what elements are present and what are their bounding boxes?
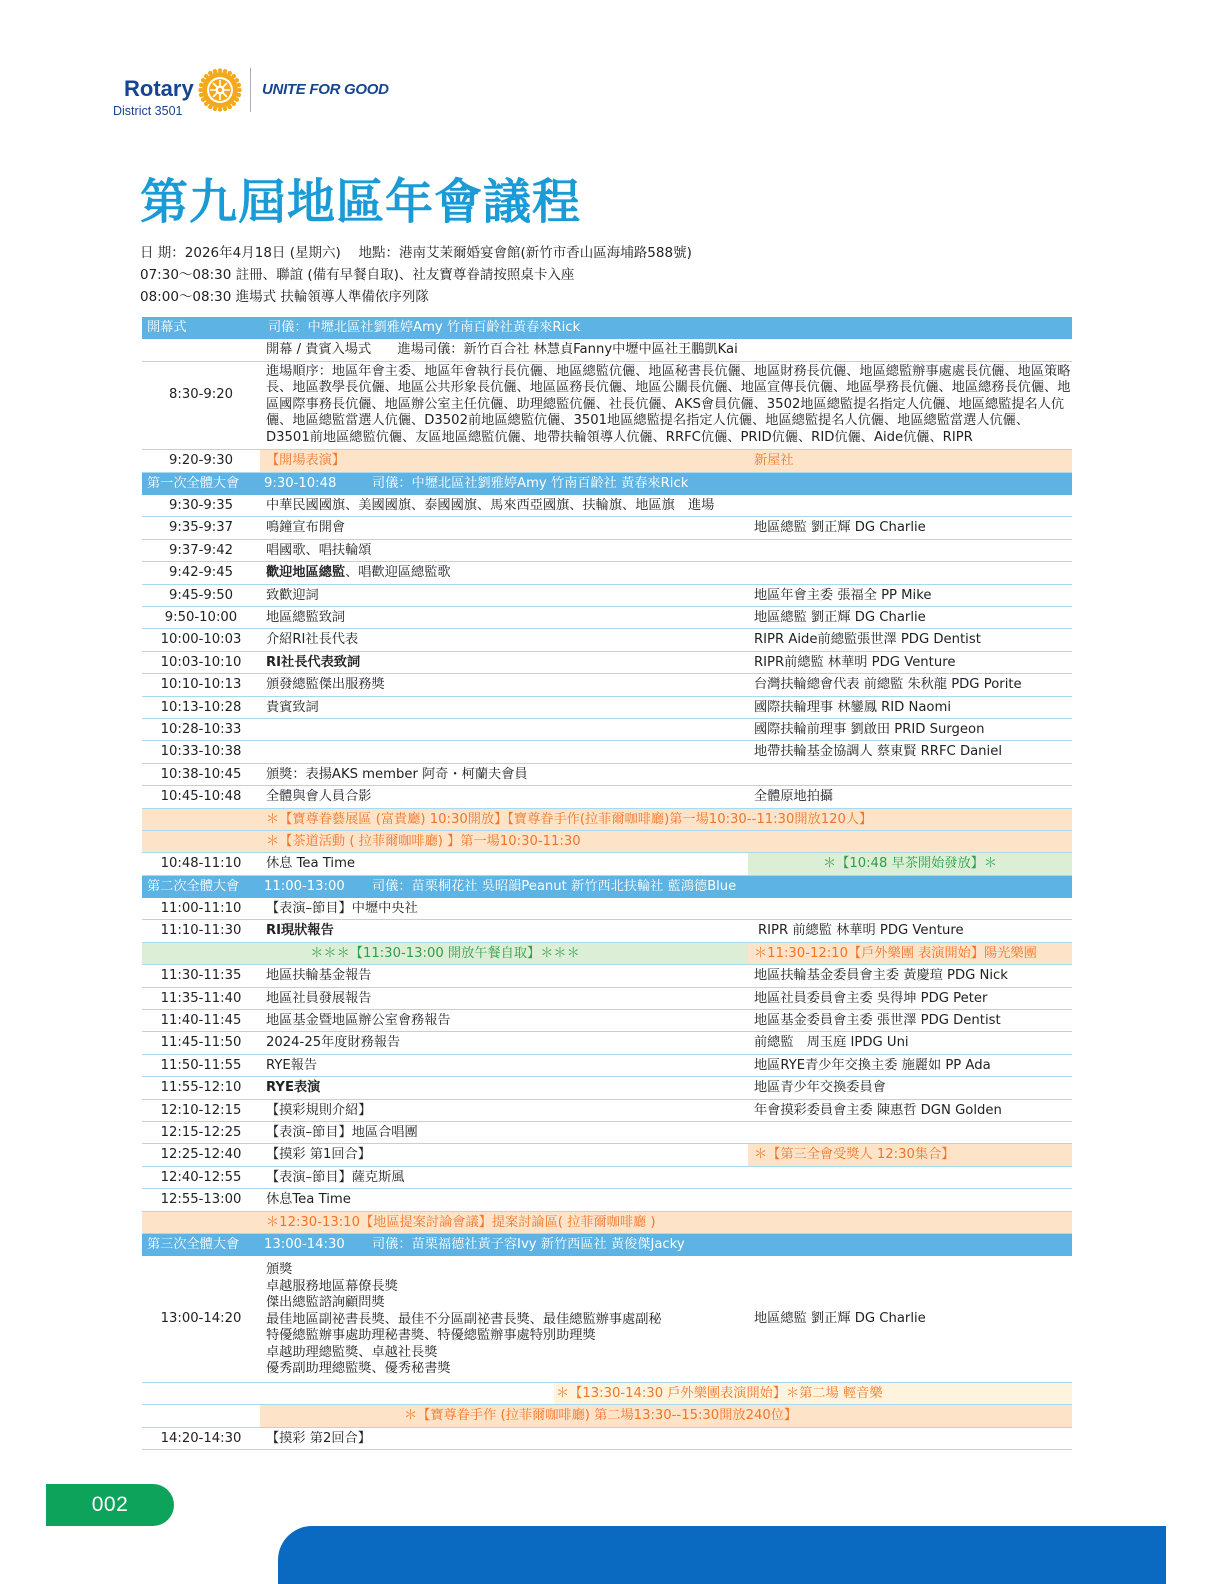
section-header-plenary2 xyxy=(142,876,1072,898)
entrance-order: 進場順序：地區年會主委、地區年會執行長伉儷、地區總監伉儷、地區秘書長伉儷、地區財務長伉儷、地區總監辦事處處長伉儷、地區策略長、地區教學長伉儷、地區公共形象長伉儷、地區區務長伉儷、地區公關長伉儷、地區宣傳長伉儷、地區學務長伉儷、地區總務長伉儷、地區國際事務長伉儷、地區辦公室主任伉儷、助理總監伉儷、社長伉儷、AKS會員伉儷、3502地區總監提名指定人伉儷、地區總監提名人伉儷、地區總監當選人伉儷、D3502前地區總監伉儷、3501地區總監提名指定人伉儷、地區總監提名人伉儷、地區總監當選人伉儷、D3501前地區總監伉儷、友區地區總監伉儷、地帶扶輪領導人伉儷、RRFC伉儷、PRID伉儷、RID伉儷、Aide伉儷、RIPR xyxy=(266,363,1071,445)
rotary-logo xyxy=(112,66,412,122)
row-program: 中華民國國旗、美國國旗、泰國國旗、馬來西亞國旗、扶輪旗、地區旗 進場 xyxy=(266,498,715,514)
award-line: 卓越服務地區幕僚長獎 xyxy=(266,1278,398,1294)
table-row xyxy=(142,674,1072,696)
row-time: 12:55-13:00 xyxy=(160,1192,242,1208)
row-speaker: 台灣扶輪總會代表 前總監 朱秋龍 PDG Porite xyxy=(754,677,1022,693)
row-time: 10:45-10:48 xyxy=(160,789,242,805)
row-speaker: 全體原地拍攝 xyxy=(754,789,834,805)
row-speaker: RIPR Aide前總監張世澤 PDG Dentist xyxy=(754,632,981,648)
row-time: 12:25-12:40 xyxy=(160,1147,242,1163)
table-row-lottery xyxy=(142,1144,1072,1166)
row-time: 9:35-9:37 xyxy=(169,520,233,536)
footer-bar xyxy=(278,1526,1166,1584)
logo-brand: Rotary xyxy=(124,76,194,101)
row-program: 2024-25年度財務報告 xyxy=(266,1035,401,1051)
row-program: 頒發總監傑出服務獎 xyxy=(266,677,385,693)
rotary-wheel-icon xyxy=(198,68,242,112)
row-program: RI現狀報告 xyxy=(266,923,334,939)
row-program: 頒獎：表揚AKS member 阿奇・柯蘭夫會員 xyxy=(266,766,528,782)
row-time: 11:45-11:50 xyxy=(160,1035,242,1051)
row-program: 地區總監致詞 xyxy=(266,610,346,626)
row-time: 11:30-11:35 xyxy=(160,968,242,984)
row-time: 9:42-9:45 xyxy=(169,565,233,581)
row-time: 13:00-14:20 xyxy=(160,1311,242,1327)
row-program: 休息Tea Time xyxy=(266,1192,351,1208)
row-time: 9:50-10:00 xyxy=(164,610,238,626)
row-speaker: 新屋社 xyxy=(754,453,794,469)
row-time: 12:15-12:25 xyxy=(160,1125,242,1140)
table-row xyxy=(142,585,1072,607)
table-row xyxy=(142,898,1072,920)
page-number: 002 xyxy=(46,1484,174,1526)
row-program: 【開場表演】 xyxy=(266,453,346,469)
lunch-row xyxy=(142,943,1072,965)
table-row xyxy=(142,1010,1072,1032)
row-program: 【摸彩規則介紹】 xyxy=(266,1102,372,1118)
table-row xyxy=(142,1428,1072,1450)
row-time: 10:03-10:10 xyxy=(160,654,242,670)
row-program: 貴賓致詞 xyxy=(266,699,319,715)
row-speaker: 地區RYE青少年交換主委 施麗如 PP Ada xyxy=(754,1057,991,1073)
section-host: 司儀：苗栗桐花社 吳昭韻Peanut 新竹西北扶輪社 藍鴻德Blue xyxy=(372,878,737,894)
section-header-opening xyxy=(142,317,1072,339)
section-header-plenary3 xyxy=(142,1234,1072,1256)
row-speaker: 地區總監 劉正輝 DG Charlie xyxy=(754,610,926,626)
intro-procession: 08:00～08:30 進場式 扶輪領導人準備依序列隊 xyxy=(140,289,429,305)
table-row-opening-show xyxy=(142,450,1072,472)
table-row xyxy=(142,719,1072,741)
table-row xyxy=(142,1167,1072,1189)
table-row xyxy=(142,786,1072,808)
row-time: 9:20-9:30 xyxy=(169,453,233,469)
section-header-plenary1 xyxy=(142,473,1072,495)
row-speaker: 地區總監 劉正輝 DG Charlie xyxy=(754,520,926,536)
table-row xyxy=(142,540,1072,562)
row-program: 地區社員發展報告 xyxy=(266,990,372,1006)
opening-entrance-group xyxy=(142,339,1072,450)
row-time: 11:40-11:45 xyxy=(160,1013,242,1029)
row-speaker: 地帶扶輪基金協調人 蔡東賢 RRFC Daniel xyxy=(754,744,1002,760)
section-host: 司儀：中壢北區社劉雅婷Amy 竹南百齡社 黃春來Rick xyxy=(372,475,689,491)
page-title: 第九屆地區年會議程 xyxy=(140,174,582,230)
row-time: 10:48-11:10 xyxy=(160,856,242,872)
row-time: 9:45-9:50 xyxy=(169,587,233,603)
row-program: 地區扶輪基金報告 xyxy=(266,968,372,984)
table-row xyxy=(142,362,1072,451)
row-program xyxy=(266,562,451,583)
logo-district: District 3501 xyxy=(113,104,183,118)
row-program: 致歡迎詞 xyxy=(266,587,319,603)
notice-text: ＊【13:30-14:30 戶外樂團表演開始】＊第二場 輕音樂 xyxy=(556,1385,883,1401)
row-program: 【表演–節目】中壢中央社 xyxy=(266,901,418,917)
tea-note: ＊【10:48 早茶開始發放】＊ xyxy=(748,853,1072,874)
table-row xyxy=(142,652,1072,674)
row-speaker: 地區青少年交換委員會 xyxy=(754,1080,886,1096)
table-row xyxy=(142,764,1072,786)
row-program: 介紹RI社長代表 xyxy=(266,632,359,648)
row-program: 【表演–節目】地區合唱團 xyxy=(266,1125,418,1140)
notice-text: ＊【寶尊眷藝展區 (富貴廳) 10:30開放】【寶尊眷手作(拉菲爾咖啡廳)第一場10:30--11:30開放120人】 xyxy=(266,811,873,827)
row-time: 9:37-9:42 xyxy=(169,542,233,558)
row-program: 【摸彩 第1回合】 xyxy=(266,1147,371,1163)
row-speaker: RIPR前總監 林華明 PDG Venture xyxy=(754,654,956,670)
lunch-note: ＊＊＊【11:30-13:00 開放午餐自取】＊＊＊ xyxy=(310,945,580,961)
table-row-awards xyxy=(142,1256,1072,1383)
row-speaker: 國際扶輪前理事 劉啟田 PRID Surgeon xyxy=(754,721,985,737)
row-program: 地區基金暨地區辦公室會務報告 xyxy=(266,1013,451,1029)
row-time: 11:10-11:30 xyxy=(160,923,242,939)
row-time: 11:50-11:55 xyxy=(160,1057,242,1073)
notice-text: ＊12:30-13:10【地區提案討論會議】提案討論區( 拉菲爾咖啡廳 ) xyxy=(266,1214,656,1230)
row-speaker: 前總監 周玉庭 IPDG Uni xyxy=(754,1035,909,1051)
row-program: RYE表演 xyxy=(266,1080,321,1096)
row-speaker: 地區扶輪基金委員會主委 黃慶瑄 PDG Nick xyxy=(754,968,1008,984)
row-speaker: 地區年會主委 張福全 PP Mike xyxy=(754,587,932,603)
row-time: 11:00-11:10 xyxy=(160,901,242,917)
row-program: 唱國歌、唱扶輪頌 xyxy=(266,542,372,558)
section-time: 11:00-13:00 xyxy=(264,878,345,894)
row-speaker: 地區總監 劉正輝 DG Charlie xyxy=(754,1311,926,1327)
row-time: 11:35-11:40 xyxy=(160,990,242,1006)
row-program: RI社長代表致詞 xyxy=(266,654,361,670)
row-speaker: 地區基金委員會主委 張世澤 PDG Dentist xyxy=(754,1013,1001,1029)
row-speaker: 地區社員委員會主委 吳得坤 PDG Peter xyxy=(754,990,988,1006)
table-row xyxy=(142,1122,1072,1144)
notice-row xyxy=(142,809,1072,831)
notice-row xyxy=(142,831,1072,853)
award-line: 最佳地區副祕書長獎、最佳不分區副祕書長獎、最佳總監辦事處副秘 xyxy=(266,1311,662,1327)
row-time: 12:10-12:15 xyxy=(160,1102,242,1118)
row-time: 9:30-9:35 xyxy=(169,498,233,514)
row-speaker: 年會摸彩委員會主委 陳惠哲 DGN Golden xyxy=(754,1102,1002,1118)
notice-text: ＊【茶道活動 ( 拉菲爾咖啡廳) 】第一場10:30-11:30 xyxy=(266,833,581,849)
row-program-suffix: 、唱歡迎區總監歌 xyxy=(345,565,451,581)
table-row xyxy=(142,988,1072,1010)
notice-row xyxy=(142,1383,1072,1405)
section-name: 開幕式 xyxy=(147,320,187,335)
row-speaker: 國際扶輪理事 林鑾鳳 RID Naomi xyxy=(754,699,951,715)
table-row xyxy=(142,1189,1072,1211)
awardee-note: ＊【第三全會受獎人 12:30集合】 xyxy=(748,1144,1072,1165)
notice-text: ＊【寶尊眷手作 (拉菲爾咖啡廳) 第二場13:30--15:30開放240位】 xyxy=(404,1408,798,1424)
row-time: 10:00-10:03 xyxy=(160,632,242,648)
agenda-table xyxy=(142,317,1072,1450)
notice-row xyxy=(142,1405,1072,1427)
table-row xyxy=(142,741,1072,763)
row-program: 鳴鐘宣布開會 xyxy=(266,520,346,536)
band-note: ＊11:30-12:10【戶外樂團 表演開始】陽光樂團 xyxy=(748,943,1072,964)
row-time: 12:40-12:55 xyxy=(160,1169,242,1185)
table-row xyxy=(142,1055,1072,1077)
section-name: 第三次全體大會 xyxy=(147,1236,240,1252)
section-name: 第二次全體大會 xyxy=(147,878,240,894)
table-row xyxy=(142,517,1072,539)
award-line: 特優總監辦事處助理秘書獎、特優總監辦事處特別助理獎 xyxy=(266,1328,596,1344)
table-row xyxy=(142,1100,1072,1122)
row-time: 10:10-10:13 xyxy=(160,677,242,693)
table-row xyxy=(142,629,1072,651)
award-line: 優秀副助理總監獎、優秀秘書獎 xyxy=(266,1361,451,1377)
section-name: 第一次全體大會 xyxy=(147,475,240,491)
intro-registration: 07:30～08:30 註冊、聯誼 (備有早餐自取)、社友寶尊眷請按照桌卡入座 xyxy=(140,267,575,283)
highlight-cell xyxy=(260,450,1072,471)
entrance-line: 開幕 / 貴賓入場式 進場司儀：新竹百合社 林慧貞Fanny中壢中區社王鵬凱Kai xyxy=(266,342,738,358)
intro-date-location: 日 期：2026年4月18日 (星期六) 地點：港南艾茉爾婚宴會館(新竹市香山區海埔路588號) xyxy=(140,245,692,261)
logo-tagline: UNITE FOR GOOD xyxy=(262,81,389,98)
row-program: RYE報告 xyxy=(266,1057,318,1073)
row-program-bold: 歡迎地區總監 xyxy=(266,565,346,581)
awards-list xyxy=(266,1262,1072,1378)
row-program: 休息 Tea Time xyxy=(266,856,356,872)
table-row-tea xyxy=(142,853,1072,875)
section-host: 司儀：苗栗福德社黃子容Ivy 新竹西區社 黃俊傑Jacky xyxy=(372,1236,685,1252)
section-host: 司儀：中壢北區社劉雅婷Amy 竹南百齡社黃春來Rick xyxy=(268,320,581,335)
notice-row xyxy=(142,1212,1072,1234)
row-time: 14:20-14:30 xyxy=(160,1430,242,1446)
row-time: 10:13-10:28 xyxy=(160,699,242,715)
award-line: 傑出總監諮詢顧問獎 xyxy=(266,1295,385,1311)
row-time: 10:28-10:33 xyxy=(160,721,242,737)
row-speaker: RIPR 前總監 林華明 PDG Venture xyxy=(758,923,964,939)
entrance-time: 8:30-9:20 xyxy=(169,387,233,403)
table-row xyxy=(142,339,1072,361)
section-time: 13:00-14:30 xyxy=(264,1236,345,1252)
table-row xyxy=(142,697,1072,719)
row-time: 11:55-12:10 xyxy=(160,1080,242,1096)
section-time: 9:30-10:48 xyxy=(264,475,337,491)
row-time: 10:33-10:38 xyxy=(160,744,242,760)
table-row xyxy=(142,495,1072,517)
table-row xyxy=(142,920,1072,942)
table-row xyxy=(142,965,1072,987)
table-row xyxy=(142,607,1072,629)
award-line: 頒獎 xyxy=(266,1262,293,1278)
row-program: 【表演–節目】薩克斯風 xyxy=(266,1169,405,1185)
table-row xyxy=(142,1032,1072,1054)
table-row xyxy=(142,1077,1072,1099)
table-row xyxy=(142,562,1072,584)
row-program: 全體與會人員合影 xyxy=(266,789,372,805)
award-line: 卓越助理總監獎、卓越社長獎 xyxy=(266,1344,438,1360)
logo-divider xyxy=(250,68,251,112)
row-program: 【摸彩 第2回合】 xyxy=(266,1430,371,1446)
row-time: 10:38-10:45 xyxy=(160,766,242,782)
